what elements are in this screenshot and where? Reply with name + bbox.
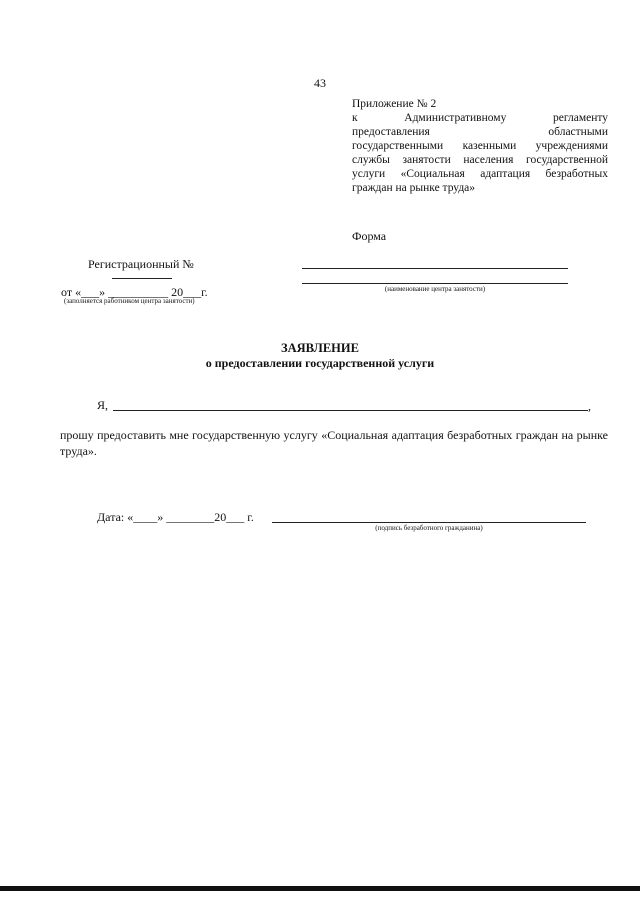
- year-prefix: 20: [168, 285, 184, 299]
- year-prefix: 20: [214, 510, 227, 524]
- signature-date-row: [97, 510, 254, 525]
- appendix-title: Приложение № 2: [352, 98, 437, 110]
- employment-center-line[interactable]: [302, 268, 568, 269]
- month-blank[interactable]: ________: [166, 510, 215, 524]
- year-blank[interactable]: ___: [226, 510, 245, 524]
- appendix-line: к Административному регламенту: [352, 112, 608, 124]
- day-blank[interactable]: ____: [133, 510, 158, 524]
- date-mid: »: [157, 510, 167, 524]
- appendix-line: службы занятости населения государственной: [352, 154, 608, 166]
- appendix-line: предоставления областными: [352, 126, 608, 138]
- signature-line[interactable]: [272, 522, 586, 523]
- registration-number-line[interactable]: [112, 278, 172, 279]
- applicant-comma: ,: [588, 399, 591, 413]
- date-label: Дата: «: [97, 510, 134, 524]
- appendix-line: граждан на рынке труда»: [352, 182, 476, 194]
- day-blank[interactable]: ___: [81, 285, 100, 299]
- year-suffix: г.: [244, 510, 254, 524]
- appendix-header: [352, 97, 608, 195]
- applicant-name-line[interactable]: [113, 410, 588, 411]
- registration-label: Регистрационный №: [88, 257, 194, 271]
- date-prefix: от «: [61, 285, 82, 299]
- document-title: ЗАЯВЛЕНИЕ: [281, 341, 359, 355]
- year-suffix: г.: [201, 285, 208, 299]
- document-subtitle: о предоставлении государственной услуги: [205, 356, 435, 370]
- date-mid: »: [99, 285, 109, 299]
- registration-note: (заполняется работником центра занятости): [64, 297, 195, 305]
- employment-center-note: (наименование центра занятости): [384, 285, 486, 293]
- applicant-prefix: Я,: [97, 398, 109, 412]
- appendix-line: услуги «Социальная адаптация безработных: [352, 168, 608, 180]
- employment-center-line[interactable]: [302, 283, 568, 284]
- appendix-line: государственными казенными учреждениями: [352, 140, 608, 152]
- request-text: прошу предоставить мне государственную услугу «Социальная адаптация безработных граждан на рынке труда».: [60, 428, 608, 458]
- footer-bar: [0, 886, 640, 891]
- year-blank[interactable]: ___: [183, 285, 202, 299]
- page-number: 43: [314, 76, 326, 90]
- signature-note: (подпись безработного гражданина): [375, 524, 483, 532]
- form-label: Форма: [352, 229, 387, 243]
- month-blank[interactable]: __________: [108, 285, 169, 299]
